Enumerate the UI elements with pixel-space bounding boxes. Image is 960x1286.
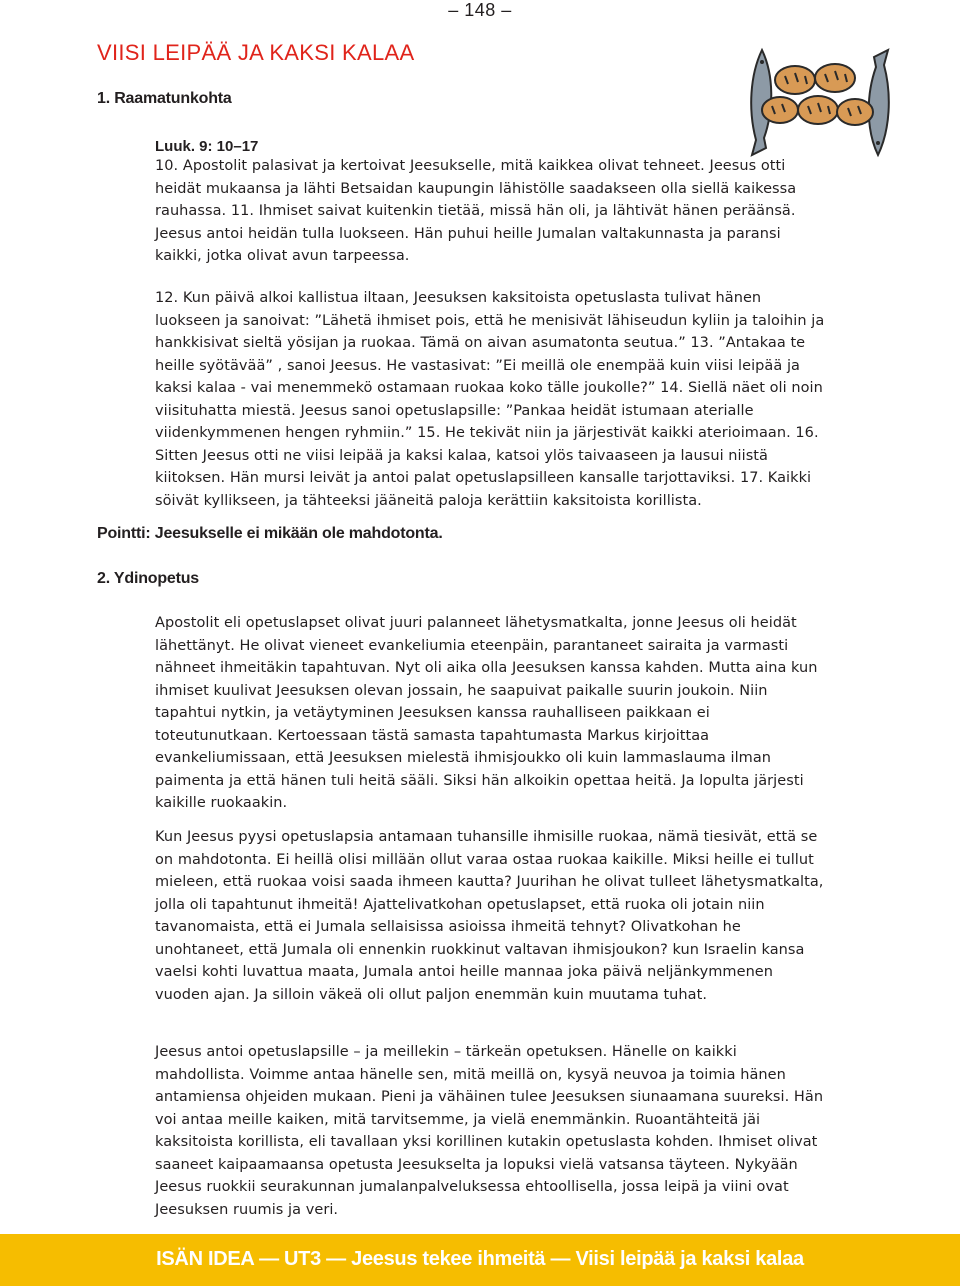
footer-text: ISÄN IDEA — UT3 — Jeesus tekee ihmeitä — Viisi leipää ja kaksi kalaa — [156, 1248, 804, 1270]
page-number: – 148 – — [448, 0, 512, 20]
scripture-paragraph: 10. Apostolit palasivat ja kertoivat Jeesukselle, mitä kaikkea olivat tehneet. Jeesus otti heidät mukaansa ja lähti Betsaidan kaupungin lähistölle saadakseen olla siellä kaikessa rauhassa. 11. Ihmiset saivat kuitenkin tietää, missä hän oli, ja lähtivät hänen peräänsä. Jeesus antoi heidän tulla luokseen. Hän puhui heille Jumalan valtakunnasta ja paransi kaikki, jotka olivat avun tarpeessa. — [155, 158, 797, 264]
teaching-paragraph: Jeesus antoi opetuslapsille – ja meillekin – tärkeän opetuksen. Hänelle on kaikki mahdollista. Voimme antaa hänelle sen, mitä meillä on, kysyä neuvoa ja toimia hänen antamiensa ohjeiden mukaan. Pieni ja vähäinen tulee Jeesuksen siunaamana suureksi. Hän voi antaa meille kaiken, mitä tarvitsemme, ja vielä enemmänkin. Ruoantähteitä jäi kaksitoista korillista, eli tavallaan yksi korillinen kutakin opetuslasta kohden. Ihmiset olivat saaneet kaipaamaansa opetusta Jeesukselta ja lopuksi vielä vatsansa täyteen. Nykyään Jeesus ruokkii seurakunnan jumalanpalveluksessa ehtoollisella, jossa leipä ja viini ovat Jeesuksen ruumis ja veri. — [155, 1044, 824, 1218]
page-title: VIISI LEIPÄÄ JA KAKSI KALAA — [97, 40, 415, 65]
bread-loaves-icon — [762, 64, 873, 125]
scripture-paragraph: 12. Kun päivä alkoi kallistua iltaan, Jeesuksen kaksitoista opetuslasta tulivat hänen luokseen ja sanoivat: ”Lähetä ihmiset pois, että he menisivät lähiseudun kyliin ja taloihin ja hankkisivat sieltä yösijan ja ruokaa. Tämä on aivan asumatonta seutua.” 13. ”Antakaa te heille syötävää” , sanoi Jeesus. He vastasivat: ”Ei meillä ole enempää kuin viisi leipää ja kaksi kalaa - vai menemmekö ostamaan ruokaa koko tälle joukolle?” 14. Siellä näet oli noin viisituhatta miestä. Jeesus sanoi opetuslapsille: ”Pankaa heidät istumaan aterialle viidenkymmenen hengen ryhmiin.” 15. He tekivät niin ja järjestivät kaikki aterioimaan. 16. Sitten Jeesus otti ne viisi leipää ja kaksi kalaa, katsoi ylös taivaaseen ja lausui niistä kiitoksen. Hän mursi leivät ja antoi palat opetuslapsilleen kansalle tarjottaviksi. 17. Kaikki söivät kyllikseen, ja tähteeksi jääneitä paloja kerättiin kaksitoista korillista. — [155, 290, 825, 509]
section-heading-scripture: 1. Raamatunkohta — [97, 90, 232, 107]
footer-bar — [0, 1234, 960, 1286]
teaching-paragraph: Kun Jeesus pyysi opetuslapsia antamaan tuhansille ihmisille ruokaa, nämä tiesivät, että se on mahdotonta. Ei heillä olisi millään ollut varaa ostaa ruokaa kaikille. Miksi heille ei tullut mieleen, että ruokaa voisi saada ihmeen kautta? Juurihan he olivat tulleet lähetysmatkalta, jolla oli tapahtunut ihmeitä! Ajattelivatkohan opetuslapset, että ruoka oli jotain niin tavanomaista, että ei Jumala sellaisissa asioissa ihmeitä tehnyt? Olivatkohan he unohtaneet, että Jumala oli ennenkin ruokkinut valtavan ihmisjoukon? kun Israelin kansa vaelsi kohti luvattua maata, Jumala antoi heille mannaa joka päivä neljänkymmenen vuoden ajan. Ja silloin väkeä oli ollut paljon enemmän kuin muutama tuhat. — [155, 829, 824, 1003]
point-statement: Pointti: Jeesukselle ei mikään ole mahdotonta. — [97, 525, 443, 542]
section-heading-core-teaching: 2. Ydinopetus — [97, 570, 200, 587]
teaching-paragraph: Apostolit eli opetuslapset olivat juuri palanneet lähetysmatkalta, jonne Jeesus oli heidät lähettänyt. He olivat vieneet evankeliumia eteenpäin, parantaneet sairaita ja varmasti nähneet ihmeitäkin tapahtuvan. Nyt oli aika olla Jeesuksen kanssa kahden. Mutta aina kun ihmiset kuulivat Jeesuksen olevan jossain, he saapuivat paikalle suurin joukoin. Niin tapahtui nytkin, ja vetäytyminen Jeesuksen kanssa rauhalliseen paikkaan ei toteutunutkaan. Kertoessaan tästä samasta tapahtumasta Markus kirjoittaa evankeliumissaan, että Jeesuksen mielestä ihmisjoukko oli kuin lammaslauma ilman paimenta ja että hänen tuli heitä sääli. Siksi hän alkoikin opettaa heitä. Ja lopulta järjesti kaikille ruokaakin. — [155, 615, 818, 811]
bread-and-fish-icon — [740, 40, 900, 160]
scripture-reference: Luuk. 9: 10–17 — [155, 138, 259, 155]
fish-right-icon — [869, 50, 889, 155]
